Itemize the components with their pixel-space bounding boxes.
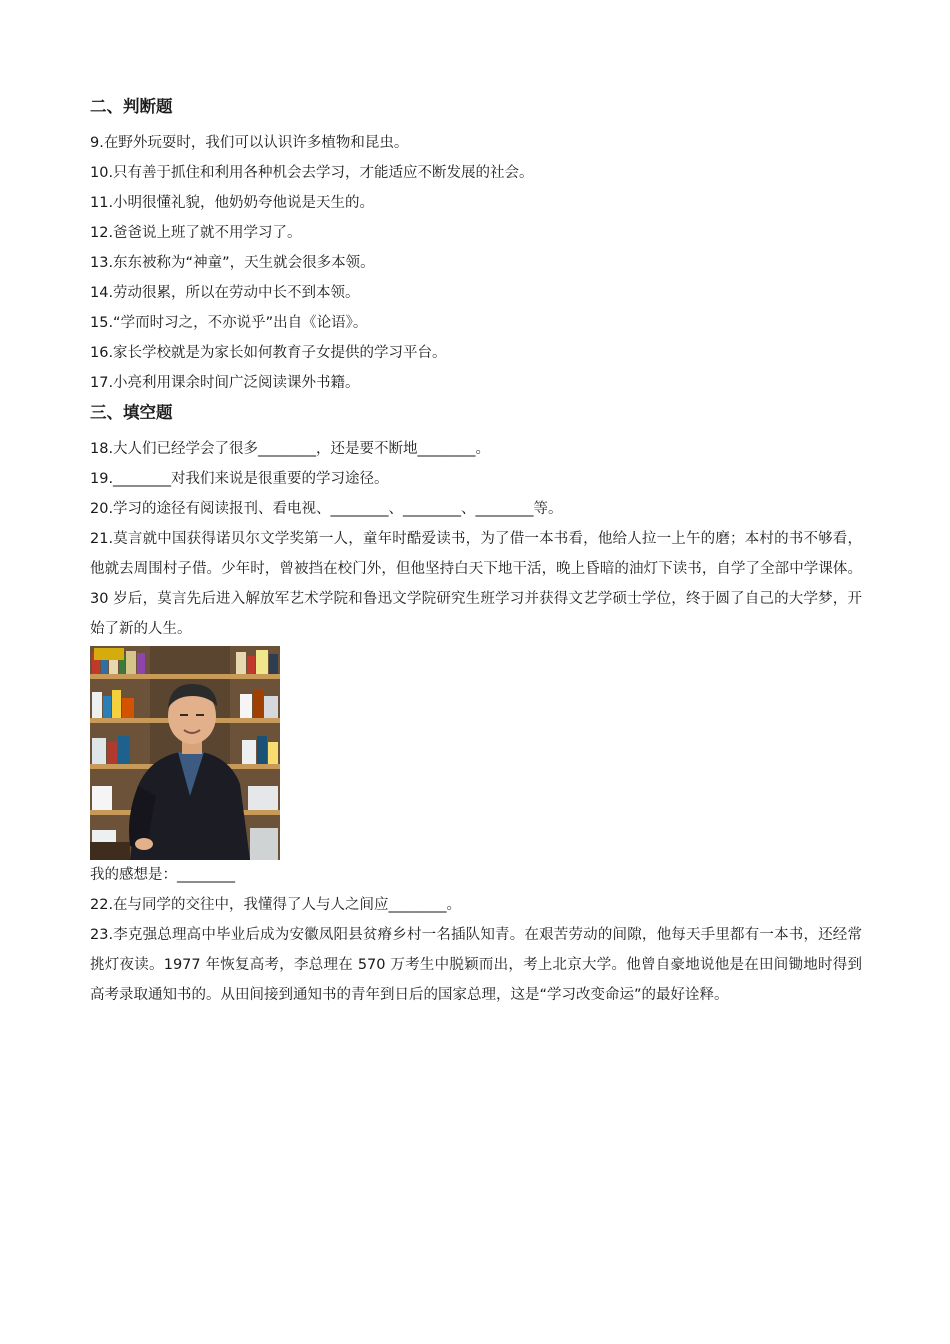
- section-title-fill: 三、填空题: [90, 403, 173, 422]
- question-12: 12.爸爸说上班了就不用学习了。: [90, 225, 302, 241]
- question-13: 13.东东被称为“神童”，天生就会很多本领。: [90, 255, 375, 271]
- question-21: 21.莫言就中国获得诺贝尔文学奖第一人，童年时酷爱读书，为了借一本书看，他给人拉一上午的磨；本村的书不够看，他就去周围村子借。少年时，曾被挡在校门外，但他坚持白天下地干活，晚上昏暗的油灯下读书，自学了全部中学课体。30 岁后，莫言先后进入解放军艺术学院和鲁迅文学院研究生班学习并获得文艺学硕士学位，终于圆了自己的大学梦，开始了新的人生。: [90, 531, 862, 637]
- question-20: 20.学习的途径有阅读报刊、看电视、________、________、________等。: [90, 501, 563, 517]
- question-11: 11.小明很懂礼貌，他奶奶夸他说是天生的。: [90, 195, 375, 211]
- question-16: 16.家长学校就是为家长如何教育子女提供的学习平台。: [90, 345, 447, 361]
- question-23: 23.李克强总理高中毕业后成为安徽凤阳县贫瘠乡村一名插队知青。在艰苦劳动的间隙，他每天手里都有一本书，还经常挑灯夜读。1977 年恢复高考，李总理在 570 万考生中脱颖而出，考上北京大学。他曾自豪地说他是在田间锄地时得到高考录取通知书的。从田间接到通知书的青年到日后的国家总理，这是“学习改变命运”的最好诠释。: [90, 927, 862, 1003]
- question-15: 15.“学而时习之，不亦说乎”出自《论语》。: [90, 315, 368, 331]
- question-9: 9.在野外玩耍时，我们可以认识许多植物和昆虫。: [90, 135, 409, 151]
- question-18: 18.大人们已经学会了很多________，还是要不断地________。: [90, 441, 491, 457]
- question-14: 14.劳动很累，所以在劳动中长不到本领。: [90, 285, 360, 301]
- question-22: 22.在与同学的交往中，我懂得了人与人之间应________。: [90, 897, 462, 913]
- question-10: 10.只有善于抓住和利用各种机会去学习，才能适应不断发展的社会。: [90, 165, 534, 181]
- question-17: 17.小亮利用课余时间广泛阅读课外书籍。: [90, 375, 360, 391]
- question-21-feeling: 我的感想是：________: [90, 867, 235, 883]
- page-content: [90, 92, 862, 1010]
- section-title-judge: 二、判断题: [90, 97, 173, 116]
- question-19: 19.________对我们来说是很重要的学习途径。: [90, 471, 389, 487]
- portrait-photo: [90, 646, 280, 860]
